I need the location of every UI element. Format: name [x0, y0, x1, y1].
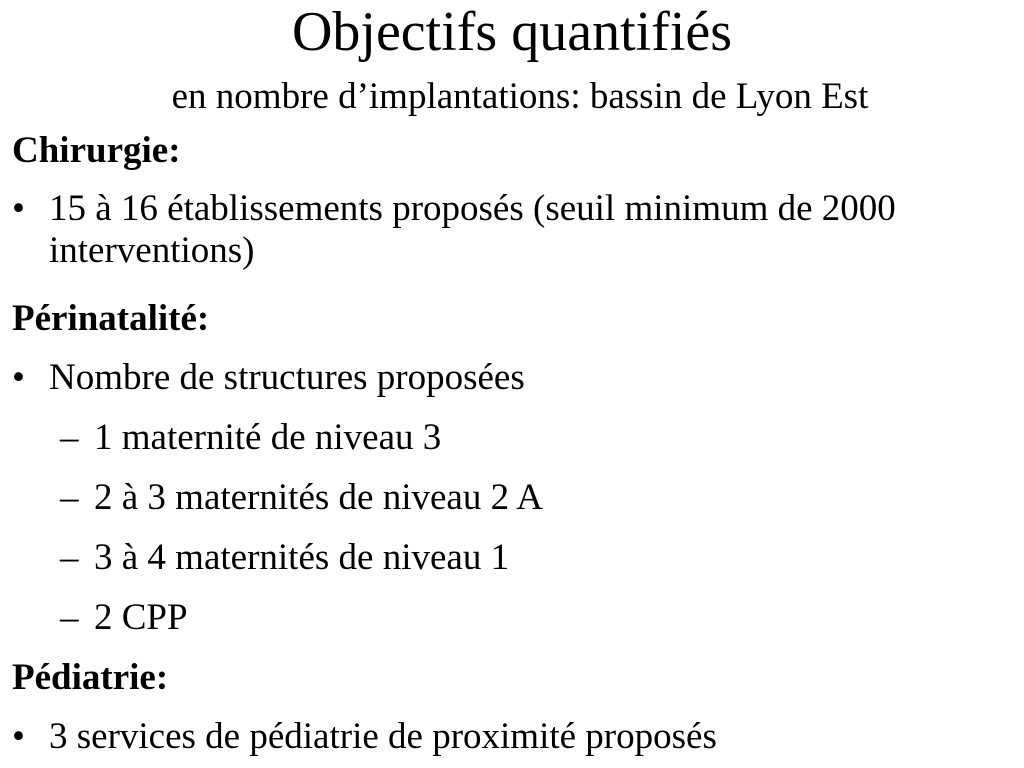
- bullet-text: Nombre de structures proposées: [49, 357, 525, 398]
- dash-marker: –: [60, 477, 79, 518]
- heading-perinatalite: Périnatalité:: [12, 298, 210, 339]
- bullet-text: 3 services de pédiatrie de proximité proposés: [49, 716, 717, 757]
- sub-bullet-text: 1 maternité de niveau 3: [94, 417, 442, 458]
- sub-bullet-item: [60, 477, 543, 519]
- heading-chirurgie: Chirurgie:: [12, 130, 181, 171]
- sub-bullet-text: 3 à 4 maternités de niveau 1: [94, 537, 510, 578]
- bullet-text: 15 à 16 établissements proposés (seuil minimum de 2000 interventions): [49, 188, 896, 271]
- sub-bullet-item: [60, 417, 441, 459]
- dash-marker: –: [60, 597, 79, 638]
- dash-marker: –: [60, 417, 79, 458]
- bullet-marker: •: [12, 357, 25, 398]
- heading-pediatrie: Pédiatrie:: [12, 657, 169, 698]
- sub-bullet-text: 2 à 3 maternités de niveau 2 A: [94, 477, 544, 518]
- sub-bullet-text: 2 CPP: [94, 597, 188, 638]
- bullet-marker: •: [12, 716, 25, 757]
- bullet-chirurgie: [12, 188, 999, 272]
- slide-subtitle: en nombre d’implantations: bassin de Lyon Est: [171, 76, 869, 117]
- slide-title: Objectifs quantifiés: [291, 1, 733, 63]
- bullet-pediatrie: [12, 716, 999, 758]
- sub-bullet-item: [60, 597, 188, 639]
- bullet-marker: •: [12, 188, 25, 229]
- dash-marker: –: [60, 537, 79, 578]
- sub-bullet-item: [60, 537, 509, 579]
- bullet-perinatalite: [12, 357, 999, 399]
